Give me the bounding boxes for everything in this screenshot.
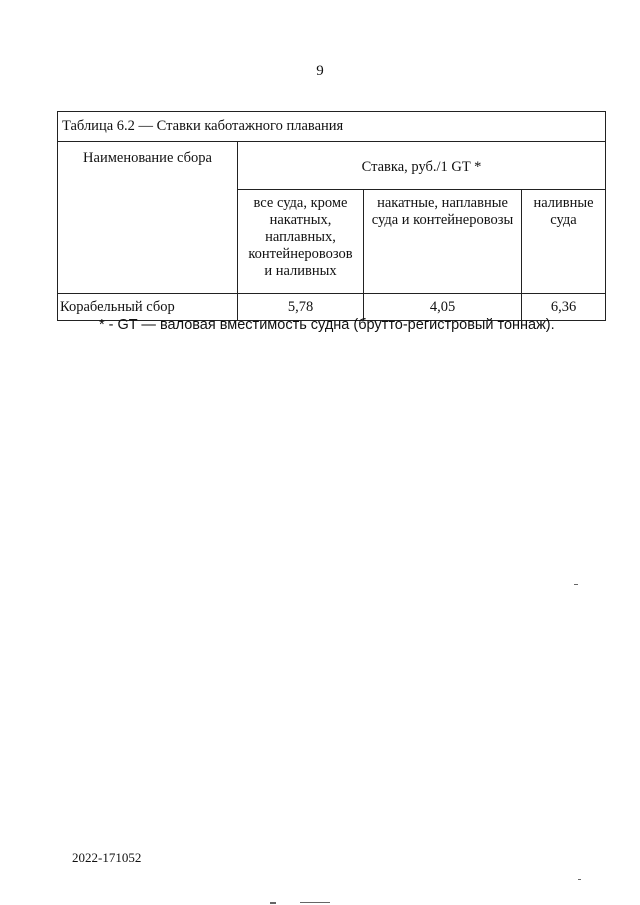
subheader-line: и наливных [264, 263, 337, 279]
subheader-line: накатных, [269, 212, 332, 228]
page-number: 9 [316, 63, 324, 79]
table-caption-row [58, 112, 606, 142]
table-header-row [58, 142, 606, 190]
table-footnote: * - GT — валовая вместимость судна (брутто-регистровый тоннаж). [99, 317, 555, 333]
scan-speck [578, 879, 581, 880]
column-header-fee-name: Наименование сбора [58, 142, 238, 294]
subheader-line: наплавных, [265, 229, 336, 245]
subheader-line: наливные [533, 195, 594, 211]
column-header-rate: Ставка, руб./1 GT * [238, 142, 606, 190]
subheader-line: суда и контейнеровозы [371, 212, 514, 228]
subheader-tankers [522, 190, 606, 294]
table-caption: Таблица 6.2 — Ставки каботажного плавания [58, 112, 606, 142]
scan-speck [300, 902, 330, 903]
row-value-roro-container: 4,05 [364, 294, 522, 321]
document-code: 2022-171052 [72, 850, 142, 865]
rates-table [57, 111, 606, 321]
scan-speck [270, 902, 276, 904]
row-fee-name: Корабельный сбор [58, 294, 238, 321]
subheader-line: все суда, кроме [253, 195, 348, 211]
subheader-roro-container [364, 190, 522, 294]
subheader-line: накатные, наплавные [377, 195, 508, 211]
row-value-tankers: 6,36 [522, 294, 606, 321]
subheader-all-vessels [238, 190, 364, 294]
subheader-line: контейнеровозов [248, 246, 353, 262]
subheader-line: суда [550, 212, 577, 228]
scan-speck [574, 584, 578, 585]
row-value-all-vessels: 5,78 [238, 294, 364, 321]
